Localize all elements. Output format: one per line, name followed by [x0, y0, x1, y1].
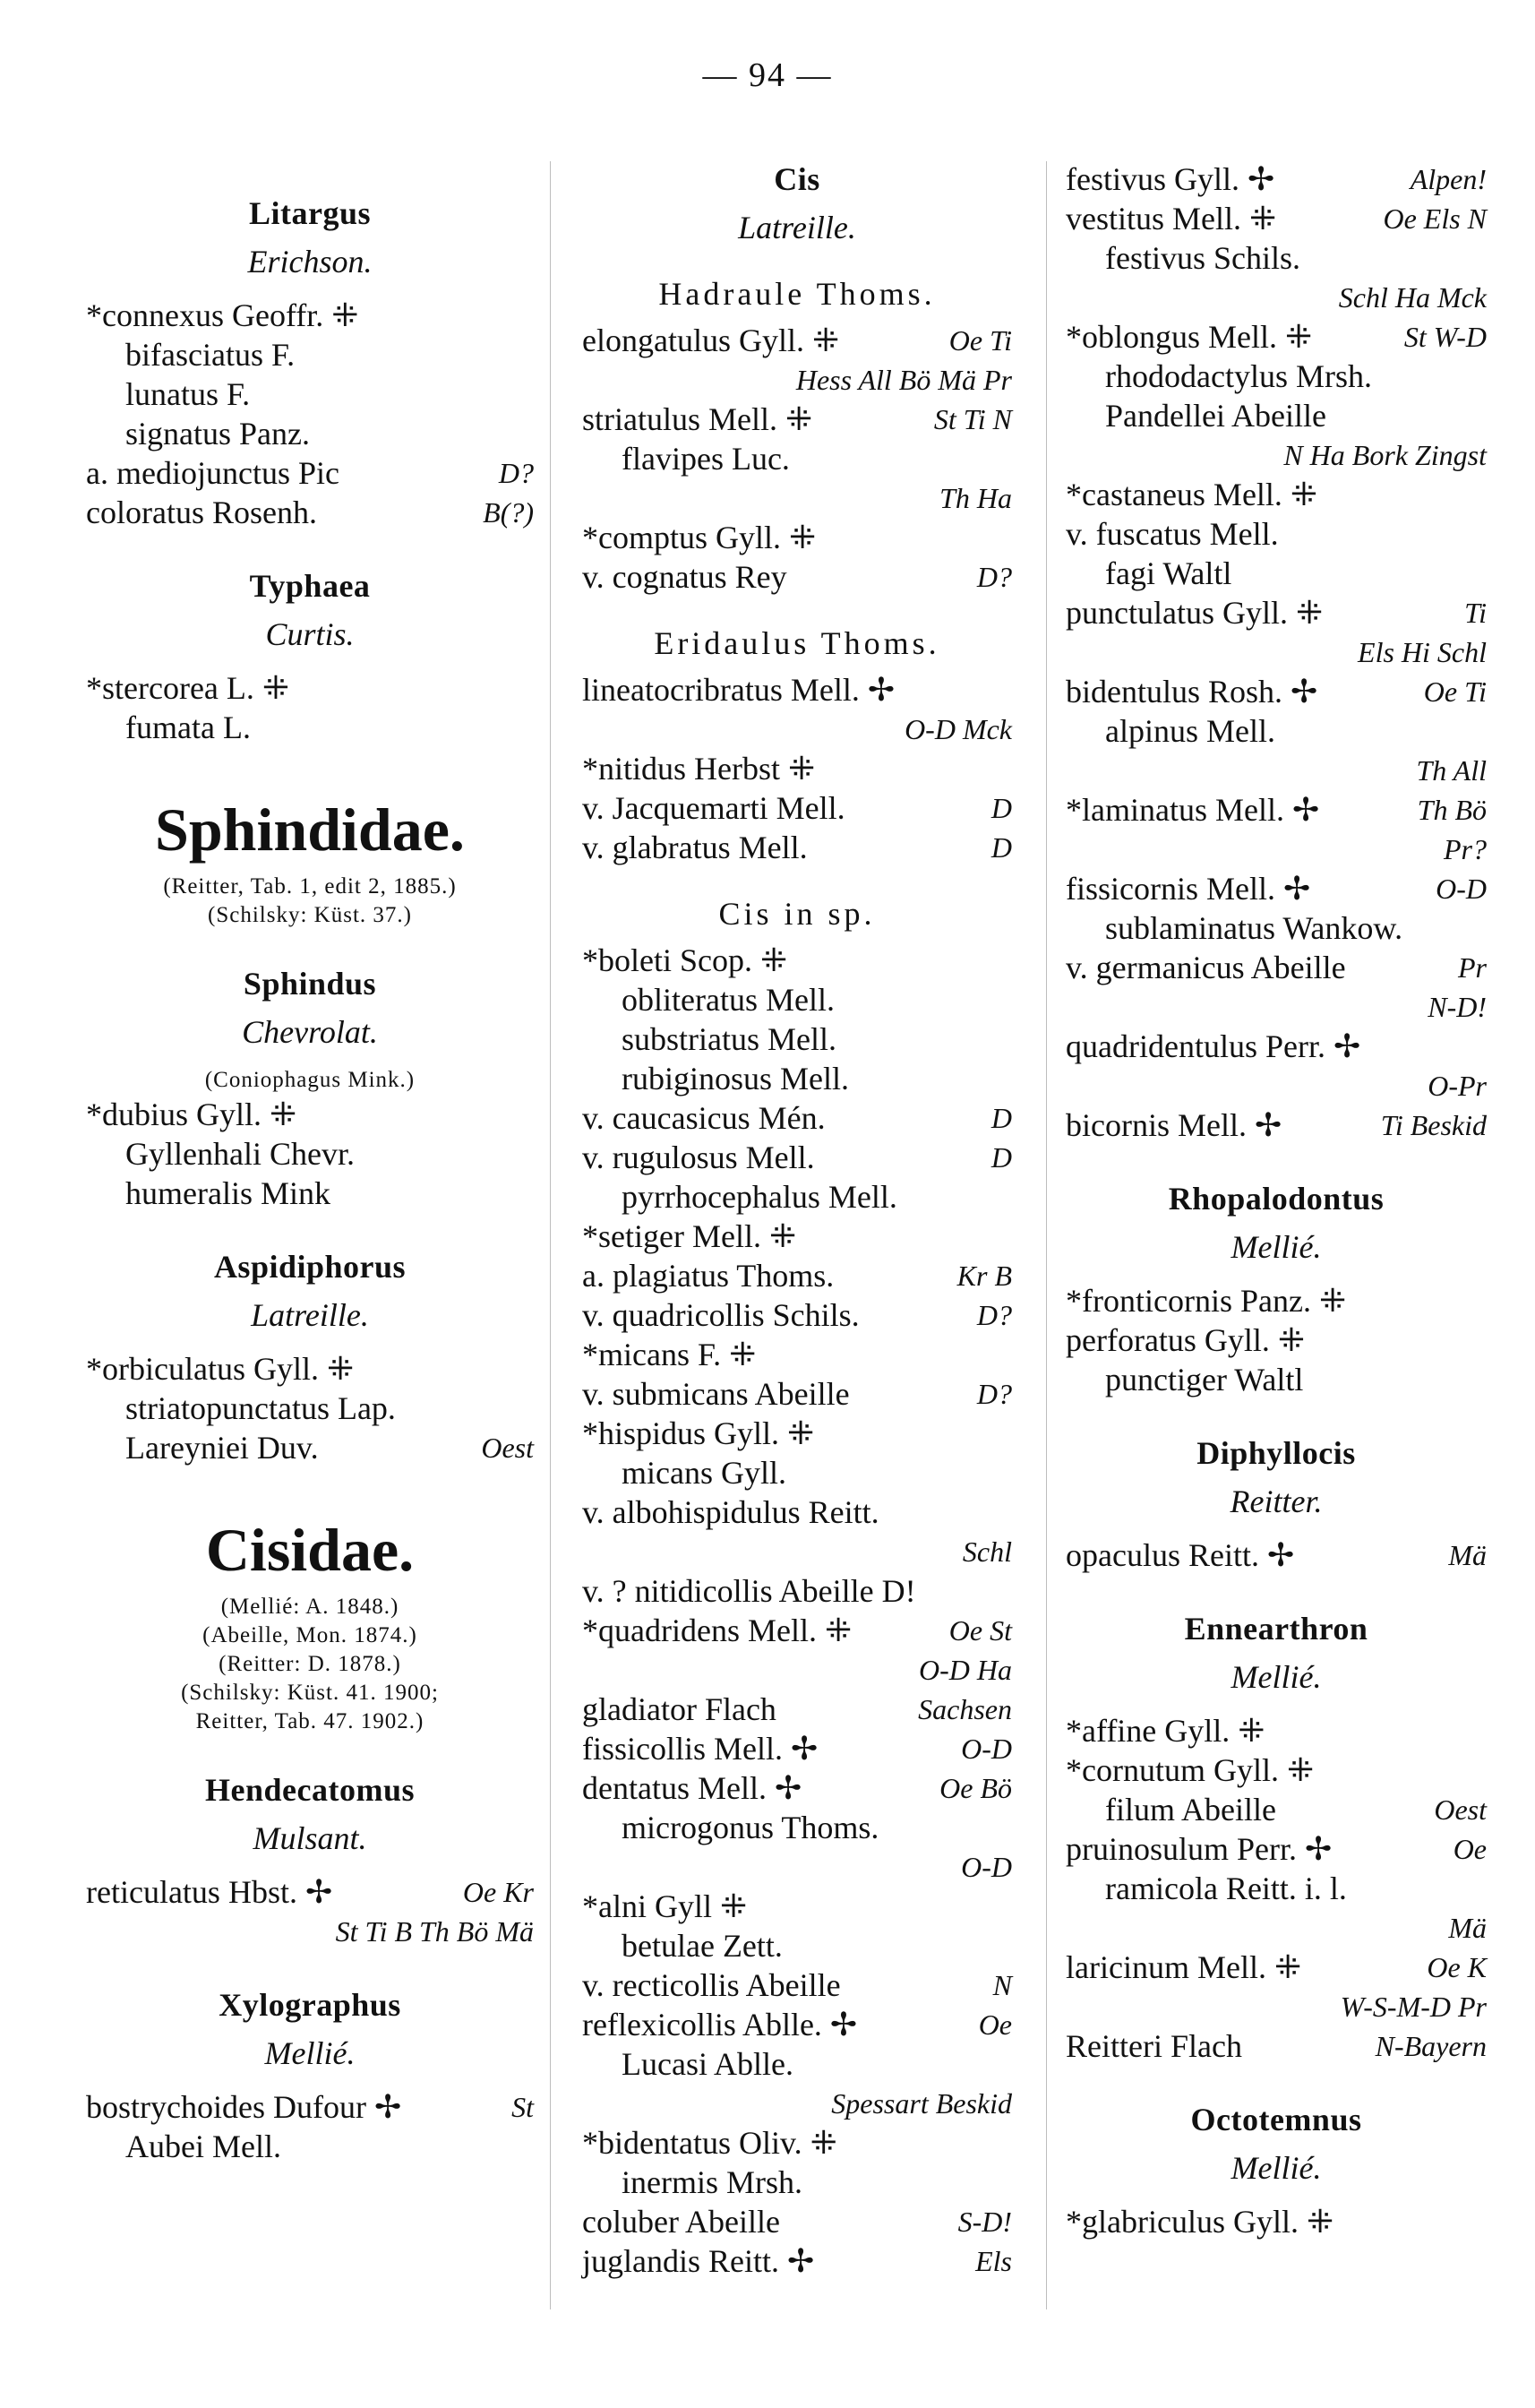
- distribution-note: St Ti N: [933, 403, 1012, 435]
- distribution-note: St: [511, 2091, 534, 2123]
- species-entry: [1066, 1750, 1487, 1790]
- species-name: *stercorea L. ⁜: [86, 670, 290, 706]
- species-entry: [582, 1374, 1012, 1414]
- genus-author: Latreille.: [738, 210, 856, 245]
- species-name: a. mediojunctus Pic: [86, 455, 339, 491]
- distribution-note: Th Bö: [1417, 794, 1487, 826]
- species-name: rhododactylus Mrsh.: [1105, 358, 1372, 394]
- species-name: vestitus Mell. ⁜: [1066, 201, 1277, 236]
- distribution-note: Schl Ha Mck: [1338, 281, 1487, 314]
- distribution-note: D: [990, 792, 1012, 824]
- species-name: v. glabratus Mell.: [582, 830, 808, 865]
- genus-heading: Cis: [774, 161, 820, 197]
- distribution-note: Oe Kr: [462, 1876, 534, 1908]
- species-entry: [582, 1295, 1012, 1335]
- distribution-note: W-S-M-D Pr: [1340, 1991, 1487, 2023]
- species-name: *oblongus Mell. ⁜: [1066, 319, 1313, 355]
- species-name: reticulatus Hbst. ✢: [86, 1874, 333, 1910]
- genus-author: Latreille.: [251, 1297, 369, 1333]
- genus-author: Erichson.: [247, 244, 373, 280]
- species-entry: [1066, 1360, 1487, 1399]
- distribution-note: Pr: [1458, 951, 1487, 984]
- species-name: v. Jacquemarti Mell.: [582, 790, 845, 826]
- literature-reference: (Reitter: D. 1878.): [219, 1652, 401, 1676]
- species-entry: [582, 518, 1012, 557]
- species-entry: [582, 1965, 1012, 2005]
- species-entry: [582, 1611, 1012, 1650]
- column-3: [1066, 159, 1487, 2241]
- species-name: bifasciatus F.: [125, 337, 296, 373]
- distribution-note: Spessart Beskid: [831, 2087, 1012, 2120]
- species-entry: [86, 1349, 534, 1389]
- distribution-note: Ti: [1464, 597, 1487, 629]
- species-entry: [582, 1729, 1012, 1768]
- species-name: v. cognatus Rey: [582, 559, 787, 595]
- distribution-note: D?: [976, 1299, 1012, 1331]
- literature-reference: (Schilsky: Küst. 37.): [208, 903, 412, 927]
- distribution-note: Oe Ti: [948, 324, 1012, 357]
- species-entry: [1066, 1711, 1487, 1750]
- species-entry: [1066, 554, 1487, 593]
- distribution-note: D?: [976, 1378, 1012, 1410]
- species-entry: [1066, 1105, 1487, 1145]
- species-entry: [582, 670, 1012, 710]
- species-entry: [86, 296, 534, 335]
- species-name: lunatus F.: [125, 376, 251, 412]
- distribution-note: Els: [975, 2245, 1012, 2277]
- species-entry: [86, 1389, 534, 1428]
- species-entry: [86, 668, 534, 708]
- species-entry: [1066, 238, 1487, 278]
- genus-heading: Diphyllocis: [1196, 1435, 1356, 1471]
- species-name: Reitteri Flach: [1066, 2028, 1242, 2064]
- species-name: bostrychoides Dufour ✢: [86, 2089, 402, 2125]
- species-entry: [582, 749, 1012, 788]
- species-name: *setiger Mell. ⁜: [582, 1218, 797, 1254]
- species-entry: [582, 1690, 1012, 1729]
- distribution-note: O-D Ha: [919, 1654, 1012, 1686]
- species-name: fissicornis Mell. ✢: [1066, 871, 1311, 907]
- genus-heading: Litargus: [248, 195, 371, 231]
- species-entry: [1066, 514, 1487, 554]
- species-entry: [1066, 672, 1487, 711]
- distribution-note: O-Pr: [1428, 1070, 1487, 1102]
- distribution-note: D: [990, 831, 1012, 864]
- species-entry: [582, 321, 1012, 360]
- species-name: *comptus Gyll. ⁜: [582, 520, 817, 555]
- species-name: *fronticornis Panz. ⁜: [1066, 1283, 1347, 1319]
- distribution-note: D?: [498, 457, 534, 489]
- species-name: dentatus Mell. ✢: [582, 1770, 802, 1806]
- species-entry: [1066, 869, 1487, 908]
- species-name: striatopunctatus Lap.: [125, 1390, 396, 1426]
- species-entry: [1066, 1027, 1487, 1066]
- species-name: *glabriculus Gyll. ⁜: [1066, 2204, 1334, 2240]
- species-entry: [86, 1872, 534, 1912]
- species-entry: [86, 1095, 534, 1134]
- species-name: v. submicans Abeille: [582, 1376, 850, 1412]
- species-entry: [86, 335, 534, 374]
- species-name: *bidentatus Oliv. ⁜: [582, 2125, 837, 2161]
- species-name: festivus Schils.: [1105, 240, 1301, 276]
- species-name: betulae Zett.: [622, 1928, 783, 1964]
- species-name: *cornutum Gyll. ⁜: [1066, 1752, 1315, 1788]
- genus-author: Mellié.: [264, 2035, 356, 2071]
- species-name: punctiger Waltl: [1105, 1362, 1304, 1398]
- genus-author: Mellié.: [1231, 2150, 1322, 2186]
- species-entry: [1066, 1829, 1487, 1869]
- distribution-note: O-D: [961, 1851, 1012, 1883]
- genus-heading: Aspidiphorus: [213, 1249, 407, 1285]
- species-entry: [86, 2087, 534, 2127]
- species-entry: [1066, 1869, 1487, 1908]
- species-name: punctulatus Gyll. ⁜: [1066, 595, 1324, 631]
- genus-author: Mellié.: [1231, 1229, 1322, 1265]
- species-entry: [1066, 317, 1487, 357]
- species-entry: [86, 708, 534, 747]
- species-entry: [86, 1174, 534, 1213]
- species-name: fissicollis Mell. ✢: [582, 1731, 819, 1767]
- species-entry: [1066, 475, 1487, 514]
- species-entry: [582, 1768, 1012, 1808]
- species-name: v. ? nitidicollis Abeille D!: [582, 1573, 916, 1609]
- species-name: *boleti Scop. ⁜: [582, 942, 788, 978]
- literature-reference: (Abeille, Mon. 1874.): [202, 1623, 417, 1647]
- distribution-note: Oest: [1434, 1793, 1487, 1826]
- species-name: juglandis Reitt. ✢: [582, 2243, 815, 2279]
- species-name: *affine Gyll. ⁜: [1066, 1713, 1265, 1749]
- species-entry: [582, 1098, 1012, 1138]
- page-number: — 94 —: [702, 56, 833, 94]
- species-entry: [582, 1256, 1012, 1295]
- literature-reference: (Reitter, Tab. 1, edit 2, 1885.): [163, 874, 457, 899]
- distribution-note: Oe K: [1427, 1951, 1487, 1983]
- distribution-note: O-D: [1436, 873, 1487, 905]
- species-name: fumata L.: [125, 710, 251, 745]
- distribution-note: Mä: [1448, 1912, 1487, 1944]
- literature-reference: (Coniophagus Mink.): [204, 1068, 416, 1092]
- genus-author: Curtis.: [265, 616, 355, 652]
- species-name: laricinum Mell. ⁜: [1066, 1949, 1302, 1985]
- species-name: rubiginosus Mell.: [622, 1061, 850, 1096]
- species-entry: [1066, 1281, 1487, 1320]
- species-entry: [86, 374, 534, 414]
- species-name: a. plagiatus Thoms.: [582, 1258, 835, 1294]
- species-entry: [1066, 790, 1487, 830]
- species-entry: [1066, 1320, 1487, 1360]
- species-name: v. germanicus Abeille: [1066, 950, 1346, 985]
- species-entry: [582, 1414, 1012, 1453]
- genus-author: Mellié.: [1231, 1659, 1322, 1695]
- distribution-note: Oe Ti: [1423, 675, 1487, 708]
- distribution-note: S-D!: [957, 2206, 1012, 2238]
- species-entry: [582, 2044, 1012, 2084]
- distribution-note: Ti Beskid: [1380, 1109, 1487, 1141]
- literature-reference: (Mellié: A. 1848.): [220, 1595, 399, 1619]
- species-name: Gyllenhali Chevr.: [125, 1136, 355, 1172]
- species-name: perforatus Gyll. ⁜: [1066, 1322, 1306, 1358]
- species-entry: [1066, 1790, 1487, 1829]
- genus-heading: Octotemnus: [1190, 2102, 1362, 2137]
- species-entry: [1066, 1535, 1487, 1575]
- species-name: Pandellei Abeille: [1105, 398, 1326, 434]
- species-name: reflexicollis Ablle. ✢: [582, 2007, 858, 2042]
- species-entry: [582, 1019, 1012, 1059]
- species-name: sublaminatus Wankow.: [1105, 910, 1403, 946]
- species-entry: [1066, 2202, 1487, 2241]
- species-name: *alni Gyll ⁜: [582, 1888, 748, 1924]
- species-entry: [582, 1453, 1012, 1492]
- species-name: *micans F. ⁜: [582, 1337, 757, 1372]
- distribution-note: Oe: [1453, 1833, 1487, 1865]
- species-name: alpinus Mell.: [1105, 713, 1275, 749]
- genus-heading: Typhaea: [249, 568, 371, 604]
- species-entry: [86, 1428, 534, 1467]
- species-entry: [582, 1059, 1012, 1098]
- distribution-note: N: [992, 1969, 1012, 2001]
- species-entry: [582, 2005, 1012, 2044]
- species-entry: [1066, 711, 1487, 751]
- species-entry: [582, 941, 1012, 980]
- distribution-note: Oe Bö: [939, 1772, 1012, 1804]
- species-entry: [582, 1138, 1012, 1177]
- distribution-note: Kr B: [956, 1260, 1012, 1292]
- genus-heading: Sphindus: [243, 966, 377, 1002]
- species-entry: [86, 414, 534, 453]
- species-name: fagi Waltl: [1105, 555, 1232, 591]
- species-name: *castaneus Mell. ⁜: [1066, 477, 1318, 512]
- distribution-note: N Ha Bork Zingst: [1283, 439, 1487, 471]
- species-entry: [582, 2202, 1012, 2241]
- distribution-note: Oe: [978, 2008, 1012, 2041]
- species-name: humeralis Mink: [125, 1175, 330, 1211]
- genus-heading: Hendecatomus: [205, 1772, 415, 1808]
- distribution-note: Mä: [1448, 1539, 1487, 1571]
- family-heading: Sphindidae.: [155, 796, 465, 864]
- species-entry: [582, 980, 1012, 1019]
- species-name: coloratus Rosenh.: [86, 494, 317, 530]
- species-name: Lucasi Ablle.: [622, 2046, 793, 2082]
- species-name: *connexus Geoffr. ⁜: [86, 297, 359, 333]
- column-divider-left: [550, 161, 551, 2309]
- species-entry: [1066, 593, 1487, 632]
- species-name: *hispidus Gyll. ⁜: [582, 1415, 815, 1451]
- distribution-note: D: [990, 1102, 1012, 1134]
- column-2: [582, 159, 1012, 2281]
- subgenus-heading: Cis in sp.: [718, 896, 876, 932]
- species-name: *nitidus Herbst ⁜: [582, 751, 816, 787]
- column-1: [86, 159, 534, 2166]
- distribution-note: St Ti B Th Bö Mä: [335, 1915, 534, 1948]
- species-name: obliteratus Mell.: [622, 982, 835, 1018]
- distribution-note: Oest: [481, 1432, 534, 1464]
- species-name: *laminatus Mell. ✢: [1066, 792, 1320, 828]
- species-entry: [582, 557, 1012, 597]
- distribution-note: Sachsen: [918, 1693, 1012, 1725]
- literature-reference: (Schilsky: Küst. 41. 1900;: [181, 1681, 439, 1705]
- genus-heading: Ennearthron: [1184, 1611, 1368, 1647]
- species-entry: [582, 439, 1012, 478]
- species-name: festivus Gyll. ✢: [1066, 161, 1275, 197]
- species-name: micans Gyll.: [622, 1455, 786, 1491]
- species-entry: [86, 2127, 534, 2166]
- species-name: opaculus Reitt. ✢: [1066, 1537, 1295, 1573]
- literature-reference: Reitter, Tab. 47. 1902.): [195, 1709, 424, 1733]
- species-entry: [1066, 1948, 1487, 1987]
- distribution-note: B(?): [483, 496, 534, 529]
- distribution-note: Oe St: [948, 1614, 1012, 1647]
- distribution-note: Oe Els N: [1383, 202, 1487, 235]
- species-entry: [1066, 357, 1487, 396]
- species-entry: [1066, 199, 1487, 238]
- genus-author: Reitter.: [1230, 1484, 1323, 1519]
- species-name: *orbiculatus Gyll. ⁜: [86, 1351, 355, 1387]
- species-name: striatulus Mell. ⁜: [582, 401, 813, 437]
- species-entry: [1066, 908, 1487, 948]
- species-name: pruinosulum Perr. ✢: [1066, 1831, 1333, 1867]
- species-name: v. caucasicus Mén.: [582, 1100, 826, 1136]
- distribution-note: St W-D: [1403, 321, 1487, 353]
- genus-heading: Xylographus: [219, 1987, 401, 2023]
- species-entry: [1066, 159, 1487, 199]
- distribution-note: Th Ha: [939, 482, 1012, 514]
- genus-author: Mulsant.: [253, 1820, 367, 1856]
- species-name: *dubius Gyll. ⁜: [86, 1096, 297, 1132]
- species-entry: [86, 493, 534, 532]
- species-name: elongatulus Gyll. ⁜: [582, 322, 840, 358]
- species-name: v. rugulosus Mell.: [582, 1140, 815, 1175]
- column-divider-right: [1046, 161, 1047, 2309]
- species-entry: [86, 453, 534, 493]
- distribution-note: Pr?: [1444, 833, 1487, 865]
- genus-author: Chevrolat.: [242, 1014, 378, 1050]
- species-name: v. fuscatus Mell.: [1066, 516, 1279, 552]
- species-name: coluber Abeille: [582, 2204, 780, 2240]
- distribution-note: D?: [976, 561, 1012, 593]
- species-entry: [86, 1134, 534, 1174]
- species-entry: [582, 1808, 1012, 1847]
- species-entry: [582, 2241, 1012, 2281]
- species-entry: [582, 1335, 1012, 1374]
- species-name: signatus Panz.: [125, 416, 310, 452]
- species-name: bidentulus Rosh. ✢: [1066, 674, 1318, 710]
- species-entry: [1066, 2026, 1487, 2066]
- distribution-note: O-D Mck: [905, 713, 1012, 745]
- distribution-note: D: [990, 1141, 1012, 1174]
- species-entry: [582, 2163, 1012, 2202]
- species-entry: [582, 2123, 1012, 2163]
- subgenus-heading: Eridaulus Thoms.: [654, 625, 940, 661]
- species-name: ramicola Reitt. i. l.: [1105, 1870, 1347, 1906]
- distribution-note: Hess All Bö Mä Pr: [795, 364, 1012, 396]
- species-entry: [1066, 396, 1487, 435]
- species-entry: [582, 1887, 1012, 1926]
- distribution-note: O-D: [961, 1733, 1012, 1765]
- species-entry: [582, 1492, 1012, 1532]
- distribution-note: Schl: [962, 1535, 1012, 1568]
- species-name: v. quadricollis Schils.: [582, 1297, 860, 1333]
- species-entry: [582, 1217, 1012, 1256]
- genus-heading: Rhopalodontus: [1168, 1181, 1385, 1217]
- species-name: microgonus Thoms.: [622, 1810, 879, 1845]
- species-name: v. recticollis Abeille: [582, 1967, 841, 2003]
- species-entry: [582, 828, 1012, 867]
- distribution-note: N-Bayern: [1375, 2030, 1487, 2062]
- species-name: flavipes Luc.: [622, 441, 790, 477]
- distribution-note: Alpen!: [1410, 163, 1487, 195]
- species-name: *quadridens Mell. ⁜: [582, 1612, 853, 1648]
- distribution-note: Els Hi Schl: [1358, 636, 1487, 668]
- species-entry: [1066, 948, 1487, 987]
- distribution-note: Th All: [1416, 754, 1487, 787]
- species-name: v. albohispidulus Reitt.: [582, 1494, 879, 1530]
- species-entry: [582, 400, 1012, 439]
- distribution-note: N-D!: [1428, 991, 1487, 1023]
- species-name: Lareyniei Duv.: [125, 1430, 319, 1466]
- species-name: substriatus Mell.: [622, 1021, 836, 1057]
- species-name: gladiator Flach: [582, 1691, 776, 1727]
- species-entry: [582, 1926, 1012, 1965]
- species-name: pyrrhocephalus Mell.: [622, 1179, 897, 1215]
- species-entry: [582, 1571, 1012, 1611]
- species-entry: [582, 1177, 1012, 1217]
- family-heading: Cisidae.: [205, 1516, 415, 1584]
- species-name: lineatocribratus Mell. ✢: [582, 672, 896, 708]
- species-name: Aubei Mell.: [125, 2128, 281, 2164]
- species-name: bicornis Mell. ✢: [1066, 1107, 1282, 1143]
- species-name: quadridentulus Perr. ✢: [1066, 1028, 1361, 1064]
- species-name: filum Abeille: [1105, 1792, 1276, 1828]
- species-name: inermis Mrsh.: [622, 2164, 802, 2200]
- species-entry: [582, 788, 1012, 828]
- subgenus-heading: Hadraule Thoms.: [658, 276, 936, 312]
